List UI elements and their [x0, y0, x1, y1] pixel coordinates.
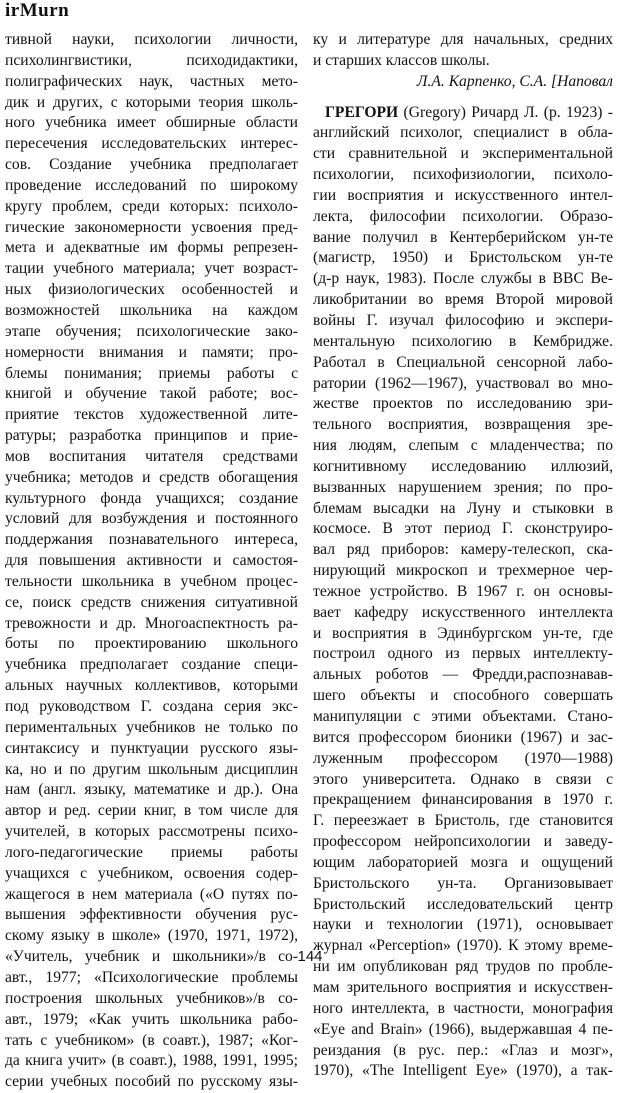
text-line: для повышения активности и самостоя-	[5, 552, 298, 570]
text-line: психолингвистики, психодидактики,	[5, 51, 298, 69]
text-line: Г. переезжает в Бристоль, где становится	[313, 812, 613, 830]
text-line: лого-педагогические приемы работы	[5, 843, 298, 861]
text-line: жащегося в нем материала («О путях по-	[5, 885, 298, 903]
right-column	[313, 30, 613, 1082]
text-line: боты по проектированию школьного	[5, 635, 298, 653]
text-line: вал ряд приборов: камеру-телескоп, ска-	[313, 541, 613, 559]
text-line: ни им опубликован ряд трудов по пробле-	[313, 958, 613, 976]
text-line: проведение исследований по широкому	[5, 176, 298, 194]
text-line: этого университета. Однако в связи с	[313, 770, 613, 788]
text-line: пересечения исследовательских интерес-	[5, 135, 298, 153]
text-line: ментальную психологию в Кембридже.	[313, 332, 613, 350]
text-line: и восприятия в Эдинбургском ун-те, где	[313, 624, 613, 642]
text-line: тельности школьника в учебном процес-	[5, 572, 298, 590]
text-line: луженным профессором (1970—1988)	[313, 749, 613, 767]
text-line: альных научных коллективов, которыми	[5, 677, 298, 695]
text-line: гические закономерности усвоения пред-	[5, 218, 298, 236]
text-line: учащихся с учебником, освоения содер-	[5, 864, 298, 882]
text-line: авт., 1977; «Психологические проблемы	[5, 968, 298, 986]
text-line: Работал в Специальной сенсорной лабо-	[313, 353, 613, 371]
text-line: поддержания познавательного интереса,	[5, 531, 298, 549]
text-line: (магистр, 1950) и Бристольском ун-те	[313, 249, 613, 267]
text-line: ратории (1962—1967), участвовал во мно-	[313, 374, 613, 392]
text-line: автор и ред. серии книг, в том числе для	[5, 802, 298, 820]
text-line: серии учебных пособий по русскому язы-	[5, 1073, 298, 1091]
text-line: мов воспитания читателя средствами	[5, 447, 298, 465]
text-line: условий для возбуждения и постоянного	[5, 510, 298, 528]
text-line: приятие текстов художественной лите-	[5, 406, 298, 424]
text-line: ного интеллекта, в частности, монография	[313, 999, 613, 1017]
text-line: ного учебника имеет обширные области	[5, 114, 298, 132]
text-line: книгой и обучение такой работе; вос-	[5, 385, 298, 403]
text-line: ных физиологических особенностей и	[5, 281, 298, 299]
entry-spacer	[313, 93, 613, 103]
text-line: шего объекты и способного совершать	[313, 687, 613, 705]
text-line: ющим лабораторией мозга и ощущений	[313, 853, 613, 871]
text-line: тежное устройство. В 1967 г. он основы-	[313, 582, 613, 600]
intro-line-2: и старших классов школы.	[313, 51, 490, 69]
text-line: гии восприятия и искусственного интел-	[313, 186, 613, 204]
text-line: скому языку в школе» (1970, 1971, 1972),	[5, 927, 298, 945]
text-line: психологии, психофизиологии, психоло-	[313, 166, 613, 184]
text-line: культурного фонда учащихся; создание	[5, 489, 298, 507]
text-line: кругу проблем, среди которых: психоло-	[5, 197, 298, 215]
page-number: 144	[297, 948, 323, 965]
text-line: прекращением финансирования в 1970 г.	[313, 791, 613, 809]
text-line: космосе. В этот период Г. сконструиро-	[313, 520, 613, 538]
text-line: синтаксису и пунктуации русского язы-	[5, 739, 298, 757]
text-line: нирующий микроскоп и трехмерное чер-	[313, 562, 613, 580]
text-line: вызванных нарушением зрения; по про-	[313, 478, 613, 496]
text-line: ратуры; разработка принципов и прие-	[5, 427, 298, 445]
text-line: мам зрительного восприятия и искусствен-	[313, 978, 613, 996]
text-line: науки и технологии (1971), основывает	[313, 916, 613, 934]
text-line: блемы понимания; приемы работы с	[5, 364, 298, 382]
text-line: реиздания (в рус. пер.: «Глаз и мозг»,	[313, 1041, 613, 1059]
text-line: под руководством Г. создана серия экс-	[5, 698, 298, 715]
text-line: жестве проектов по исследованию зри-	[313, 395, 613, 413]
text-line: Бристольского ун-та. Организовывает	[313, 874, 613, 892]
text-line: альных роботов — Фредди,распознавав-	[313, 666, 613, 684]
text-line: ка, но и по другим школьным дисциплин	[5, 760, 298, 778]
text-line: нам (англ. языку, математике и др.). Она	[5, 781, 298, 799]
text-line: се, поиск средств снижения ситуативной	[5, 593, 298, 611]
text-line: вание получил в Кентерберийском ун-те	[313, 228, 613, 246]
text-line: английский психолог, специалист в обла-	[313, 124, 613, 142]
text-line: учебника; методов и средств обогащения	[5, 468, 298, 486]
text-line: тельного восприятия, возвращения зре-	[313, 416, 613, 434]
text-line: журнал «Perception» (1970). К этому време-	[313, 937, 613, 955]
page-header: irMurn	[5, 0, 70, 21]
headword-rest: (Gregory) Ричард Л. (р. 1923) -	[398, 103, 613, 121]
text-line: профессором нейропсихологии и заведу-	[313, 833, 613, 851]
left-column	[5, 30, 298, 1093]
text-line: вает кафедру искусственного интеллекта	[313, 603, 613, 621]
text-line: сти сравнительной и экспериментальной	[313, 145, 613, 163]
text-line: блемам высадки на Луну и стыковки в	[313, 499, 613, 517]
headword: ГРЕГОРИ	[325, 103, 399, 121]
text-line: тать с учебником» (в соавт.), 1987; «Ког-	[5, 1031, 298, 1049]
text-line: номерности внимания и памяти; про-	[5, 343, 298, 361]
text-line: манипуляции с этими объектами. Стано-	[313, 708, 613, 725]
text-line: вышения эффективности обучения рус-	[5, 906, 298, 924]
text-line: лекта, философии психологии. Образо-	[313, 207, 613, 225]
text-line: Бристольский исследовательский центр	[313, 895, 613, 913]
text-line: «Eye and Brain» (1966), выдержавшая 4 пе-	[313, 1020, 613, 1038]
text-line: построил одного из первых интеллекту-	[313, 645, 613, 663]
text-line: мета и адекватные им формы репрезен-	[5, 239, 298, 257]
text-line: этапе обучения; психологические зако-	[5, 322, 298, 340]
text-line: учителей, в которых рассмотрены психо-	[5, 823, 298, 841]
text-line: периментальных учебников не только по	[5, 718, 298, 736]
text-line: сов. Создание учебника предполагает	[5, 156, 298, 174]
text-line: полиграфических наук, частных мето-	[5, 72, 298, 90]
text-line: войны Г. изучал философию и экспери-	[313, 311, 613, 329]
text-line: учебника предполагает создание специ-	[5, 656, 298, 674]
text-line: 1970), «The Intelligent Eye» (1970), а так-	[313, 1062, 613, 1080]
text-line: авт., 1979; «Как учить школьника рабо-	[5, 1010, 298, 1028]
text-line: (д-р наук, 1983). После службы в ВВС Ве-	[313, 270, 613, 288]
text-line: тревожности и др. Многоаспектность ра-	[5, 614, 298, 632]
text-line: «Учитель, учебник и школьники»/в со-	[5, 948, 298, 966]
text-line: вится профессором бионики (1967) и зас-	[313, 728, 613, 746]
text-line: тивной науки, психологии личности,	[5, 31, 298, 48]
text-line: возможностей школьника на каждом	[5, 301, 298, 319]
intro-line-1: ку и литературе для начальных, средних	[313, 31, 613, 48]
text-line: построения школьных учебников»/в со-	[5, 989, 298, 1007]
text-line: когнитивному исследованию иллюзий,	[313, 457, 613, 475]
text-line: ния людям, слепым с младенчества; по	[313, 437, 613, 455]
text-line: дик и других, с которыми теория школь-	[5, 93, 298, 111]
text-line: ликобритании во время Второй мировой	[313, 291, 613, 309]
entry-body	[313, 123, 613, 1082]
entry-first-line	[313, 103, 613, 124]
signature: Л.А. Карпенко, С.А. [Наповал	[416, 72, 613, 90]
text-line: тации учебного материала; учет возраст-	[5, 260, 298, 278]
text-line: да книга учит» (в соавт.), 1988, 1991, 1995;	[5, 1052, 298, 1070]
